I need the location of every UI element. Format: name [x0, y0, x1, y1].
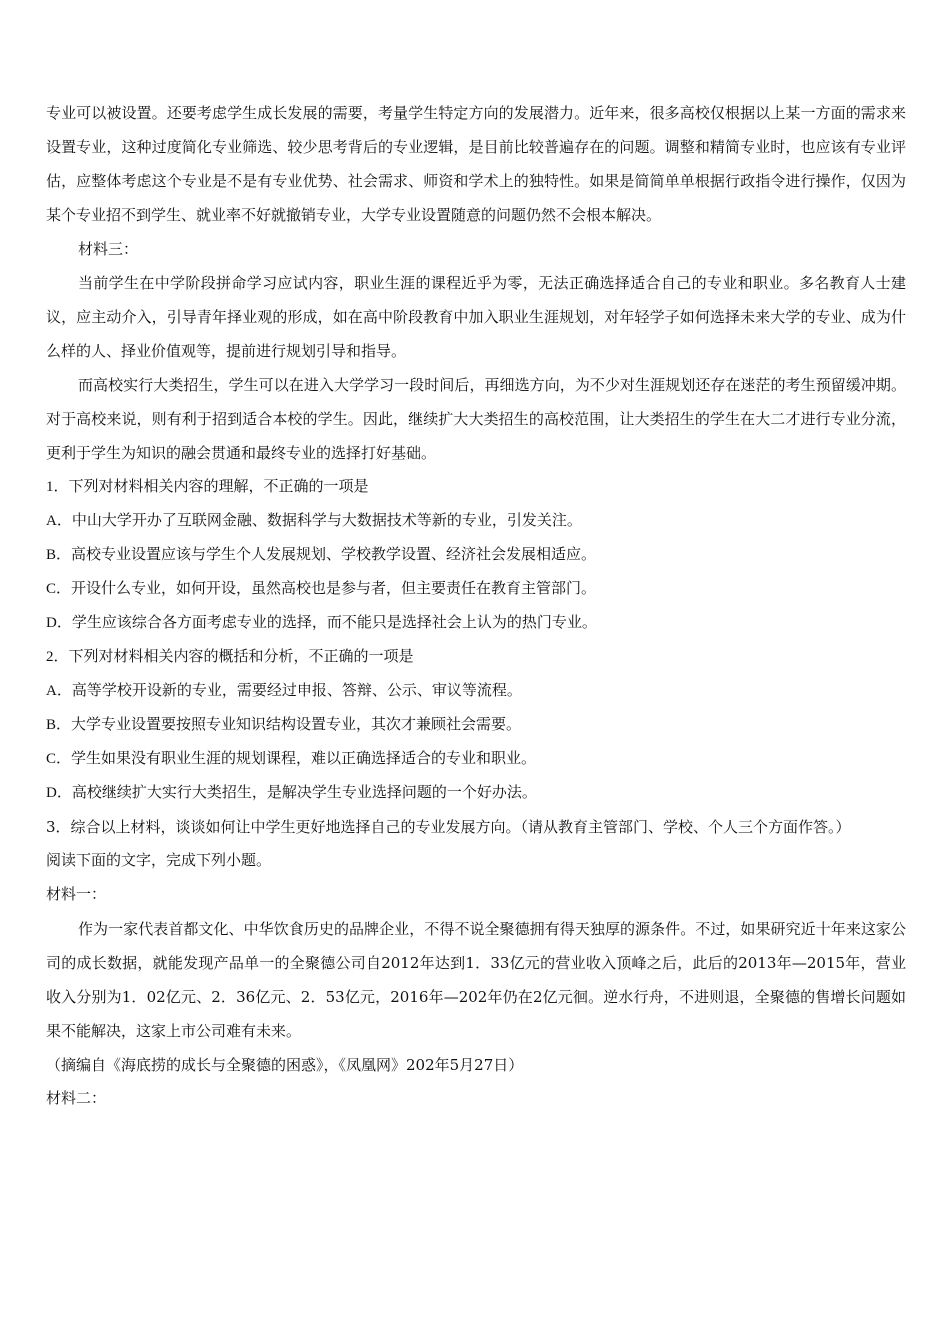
paragraph-continuation: 专业可以被设置。还要考虑学生成长发展的需要，考量学生特定方向的发展潜力。近年来，很多高校仅根据以上某一方面的需求来设置专业，这种过度简化专业筛选、较少思考背后的专业逻辑，是目前比较普遍存在的问题。调整和精简专业时，也应该有专业评估，应整体考虑这个专业是不是有专业优势、社会需求、师资和学术上的独特性。如果是简简单单根据行政指令进行操作，仅因为某个专业招不到学生、就业率不好就撤销专业，大学专业设置随意的问题仍然不会根本解决。 [46, 104, 906, 224]
reading-instruction: 阅读下面的文字，完成下列小题。 [46, 853, 272, 869]
question-2-option-d: D．高校继续扩大实行大类招生，是解决学生专业选择问题的一个好办法。 [46, 785, 537, 801]
question-1: 1．下列对材料相关内容的理解，不正确的一项是 [46, 479, 369, 495]
material-three-paragraph-2: 而高校实行大类招生，学生可以在进入大学学习一段时间后，再细选方向，为不少对生涯规划还存在迷茫的考生预留缓冲期。对于高校来说，则有利于招到适合本校的学生。因此，继续扩大大类招生的高校范围，让大类招生的学生在大二才进行专业分流，更利于学生为知识的融会贯通和最终专业的选择打好基础。 [46, 376, 906, 462]
question-1-option-a: A．中山大学开办了互联网金融、数据科学与大数据技术等新的专业，引发关注。 [46, 513, 582, 529]
question-2-option-b: B．大学专业设置要按照专业知识结构设置专业，其次才兼顾社会需要。 [46, 717, 522, 733]
question-1-option-b: B．高校专业设置应该与学生个人发展规划、学校教学设置、经济社会发展相适应。 [46, 547, 597, 563]
question-2-option-c: C．学生如果没有职业生涯的规划课程，难以正确选择适合的专业和职业。 [46, 751, 537, 767]
material-one-source: （摘编自《海底捞的成长与全聚德的困惑》，《凤凰网》202年5月27日） [46, 1056, 524, 1074]
material-two-heading: 材料二： [46, 1091, 107, 1107]
material-one-heading: 材料一： [46, 887, 107, 903]
question-1-option-c: C．开设什么专业，如何开设，虽然高校也是参与者，但主要责任在教育主管部门。 [46, 581, 597, 597]
material-one-paragraph: 作为一家代表首都文化、中华饮食历史的品牌企业，不得不说全聚德拥有得天独厚的源条件。不过，如果研究近十年来这家公司的成长数据，就能发现产品单一的全聚德公司自2012年达到1．33亿元的营业收入顶峰之后，此后的2013年—2015年，营业收入分别为1．02亿元、2．36亿元、2．53亿元，2016年—202年仍在2亿元徊。逆水行舟，不进则退，全聚德的售增长问题如果不能解决，这家上市公司难有未来。 [46, 920, 906, 1040]
question-1-option-d: D．学生应该综合各方面考虑专业的选择，而不能只是选择社会上认为的热门专业。 [46, 615, 597, 631]
material-three-heading: 材料三： [78, 240, 139, 258]
material-three-paragraph-1: 当前学生在中学阶段拼命学习应试内容，职业生涯的课程近乎为零，无法正确选择适合自己的专业和职业。多名教育人士建议，应主动介入，引导青年择业观的形成，如在高中阶段教育中加入职业生涯规划，对年轻学子如何选择未来大学的专业、成为什么样的人、择业价值观等，提前进行规划引导和指导。 [46, 274, 906, 360]
question-2-option-a: A．高等学校开设新的专业，需要经过申报、答辩、公示、审议等流程。 [46, 683, 522, 699]
question-3: 3．综合以上材料，谈谈如何让中学生更好地选择自己的专业发展方向。（请从教育主管部门、学校、个人三个方面作答。） [46, 818, 851, 836]
document-body [46, 96, 906, 1116]
question-2: 2．下列对材料相关内容的概括和分析，不正确的一项是 [46, 649, 414, 665]
